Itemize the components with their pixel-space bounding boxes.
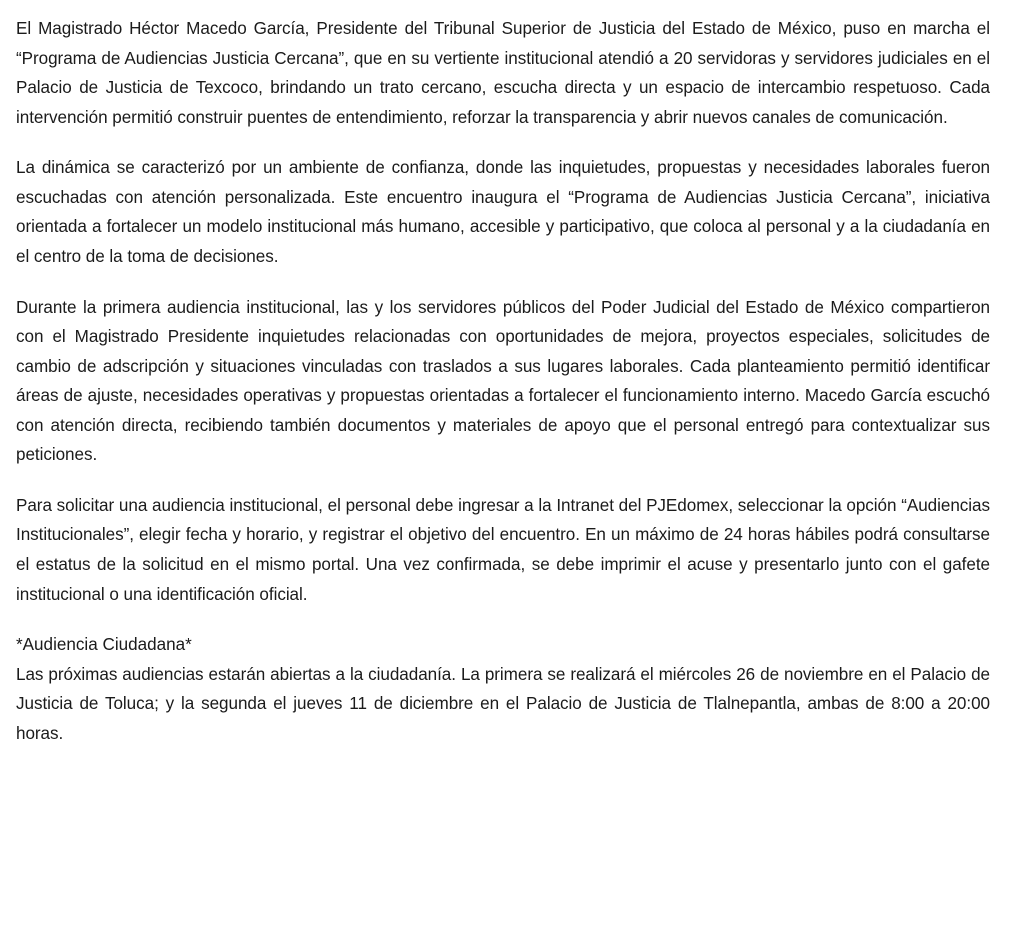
paragraph-1: El Magistrado Héctor Macedo García, Presidente del Tribunal Superior de Justicia del Estado de México, puso en marcha el “Programa de Audiencias Justicia Cercana”, que en su vertiente institucional atendió a 20 servidoras y servidores judiciales en el Palacio de Justicia de Texcoco, brindando un trato cercano, escucha directa y un espacio de intercambio respetuoso. Cada intervención permitió construir puentes de entendimiento, reforzar la transparencia y abrir nuevos canales de comunicación. <box>16 19 990 127</box>
section-heading-audiencia-ciudadana: *Audiencia Ciudadana* <box>16 635 192 655</box>
paragraph-2: La dinámica se caracterizó por un ambiente de confianza, donde las inquietudes, propuestas y necesidades laborales fueron escuchadas con atención personalizada. Este encuentro inaugura el “Programa de Audiencias Justicia Cercana”, iniciativa orientada a fortalecer un modelo institucional más humano, accesible y participativo, que coloca al personal y a la ciudadanía en el centro de la toma de decisiones. <box>16 158 990 266</box>
paragraph-4: Para solicitar una audiencia institucional, el personal debe ingresar a la Intranet del PJEdomex, seleccionar la opción “Audiencias Institucionales”, elegir fecha y horario, y registrar el objetivo del encuentro. En un máximo de 24 horas hábiles podrá consultarse el estatus de la solicitud en el mismo portal. Una vez confirmada, se debe imprimir el acuse y presentarlo junto con el gafete institucional o una identificación oficial. <box>16 495 990 604</box>
closing-section <box>16 630 990 748</box>
closing-paragraph: Las próximas audiencias estarán abiertas a la ciudadanía. La primera se realizará el miércoles 26 de noviembre en el Palacio de Justicia de Toluca; y la segunda el jueves 11 de diciembre en el Palacio de Justicia de Tlalnepantla, ambas de 8:00 a 20:00 horas. <box>16 664 990 743</box>
paragraph-3: Durante la primera audiencia institucional, las y los servidores públicos del Poder Judicial del Estado de México compartieron con el Magistrado Presidente inquietudes relacionadas con oportunidades de mejora, proyectos especiales, solicitudes de cambio de adscripción y situaciones vinculadas con traslados a sus lugares laborales. Cada planteamiento permitió identificar áreas de ajuste, necesidades operativas y propuestas orientadas a fortalecer el funcionamiento interno. Macedo García escuchó con atención directa, recibiendo también documentos y materiales de apoyo que el personal entregó para contextualizar sus peticiones. <box>16 297 990 465</box>
